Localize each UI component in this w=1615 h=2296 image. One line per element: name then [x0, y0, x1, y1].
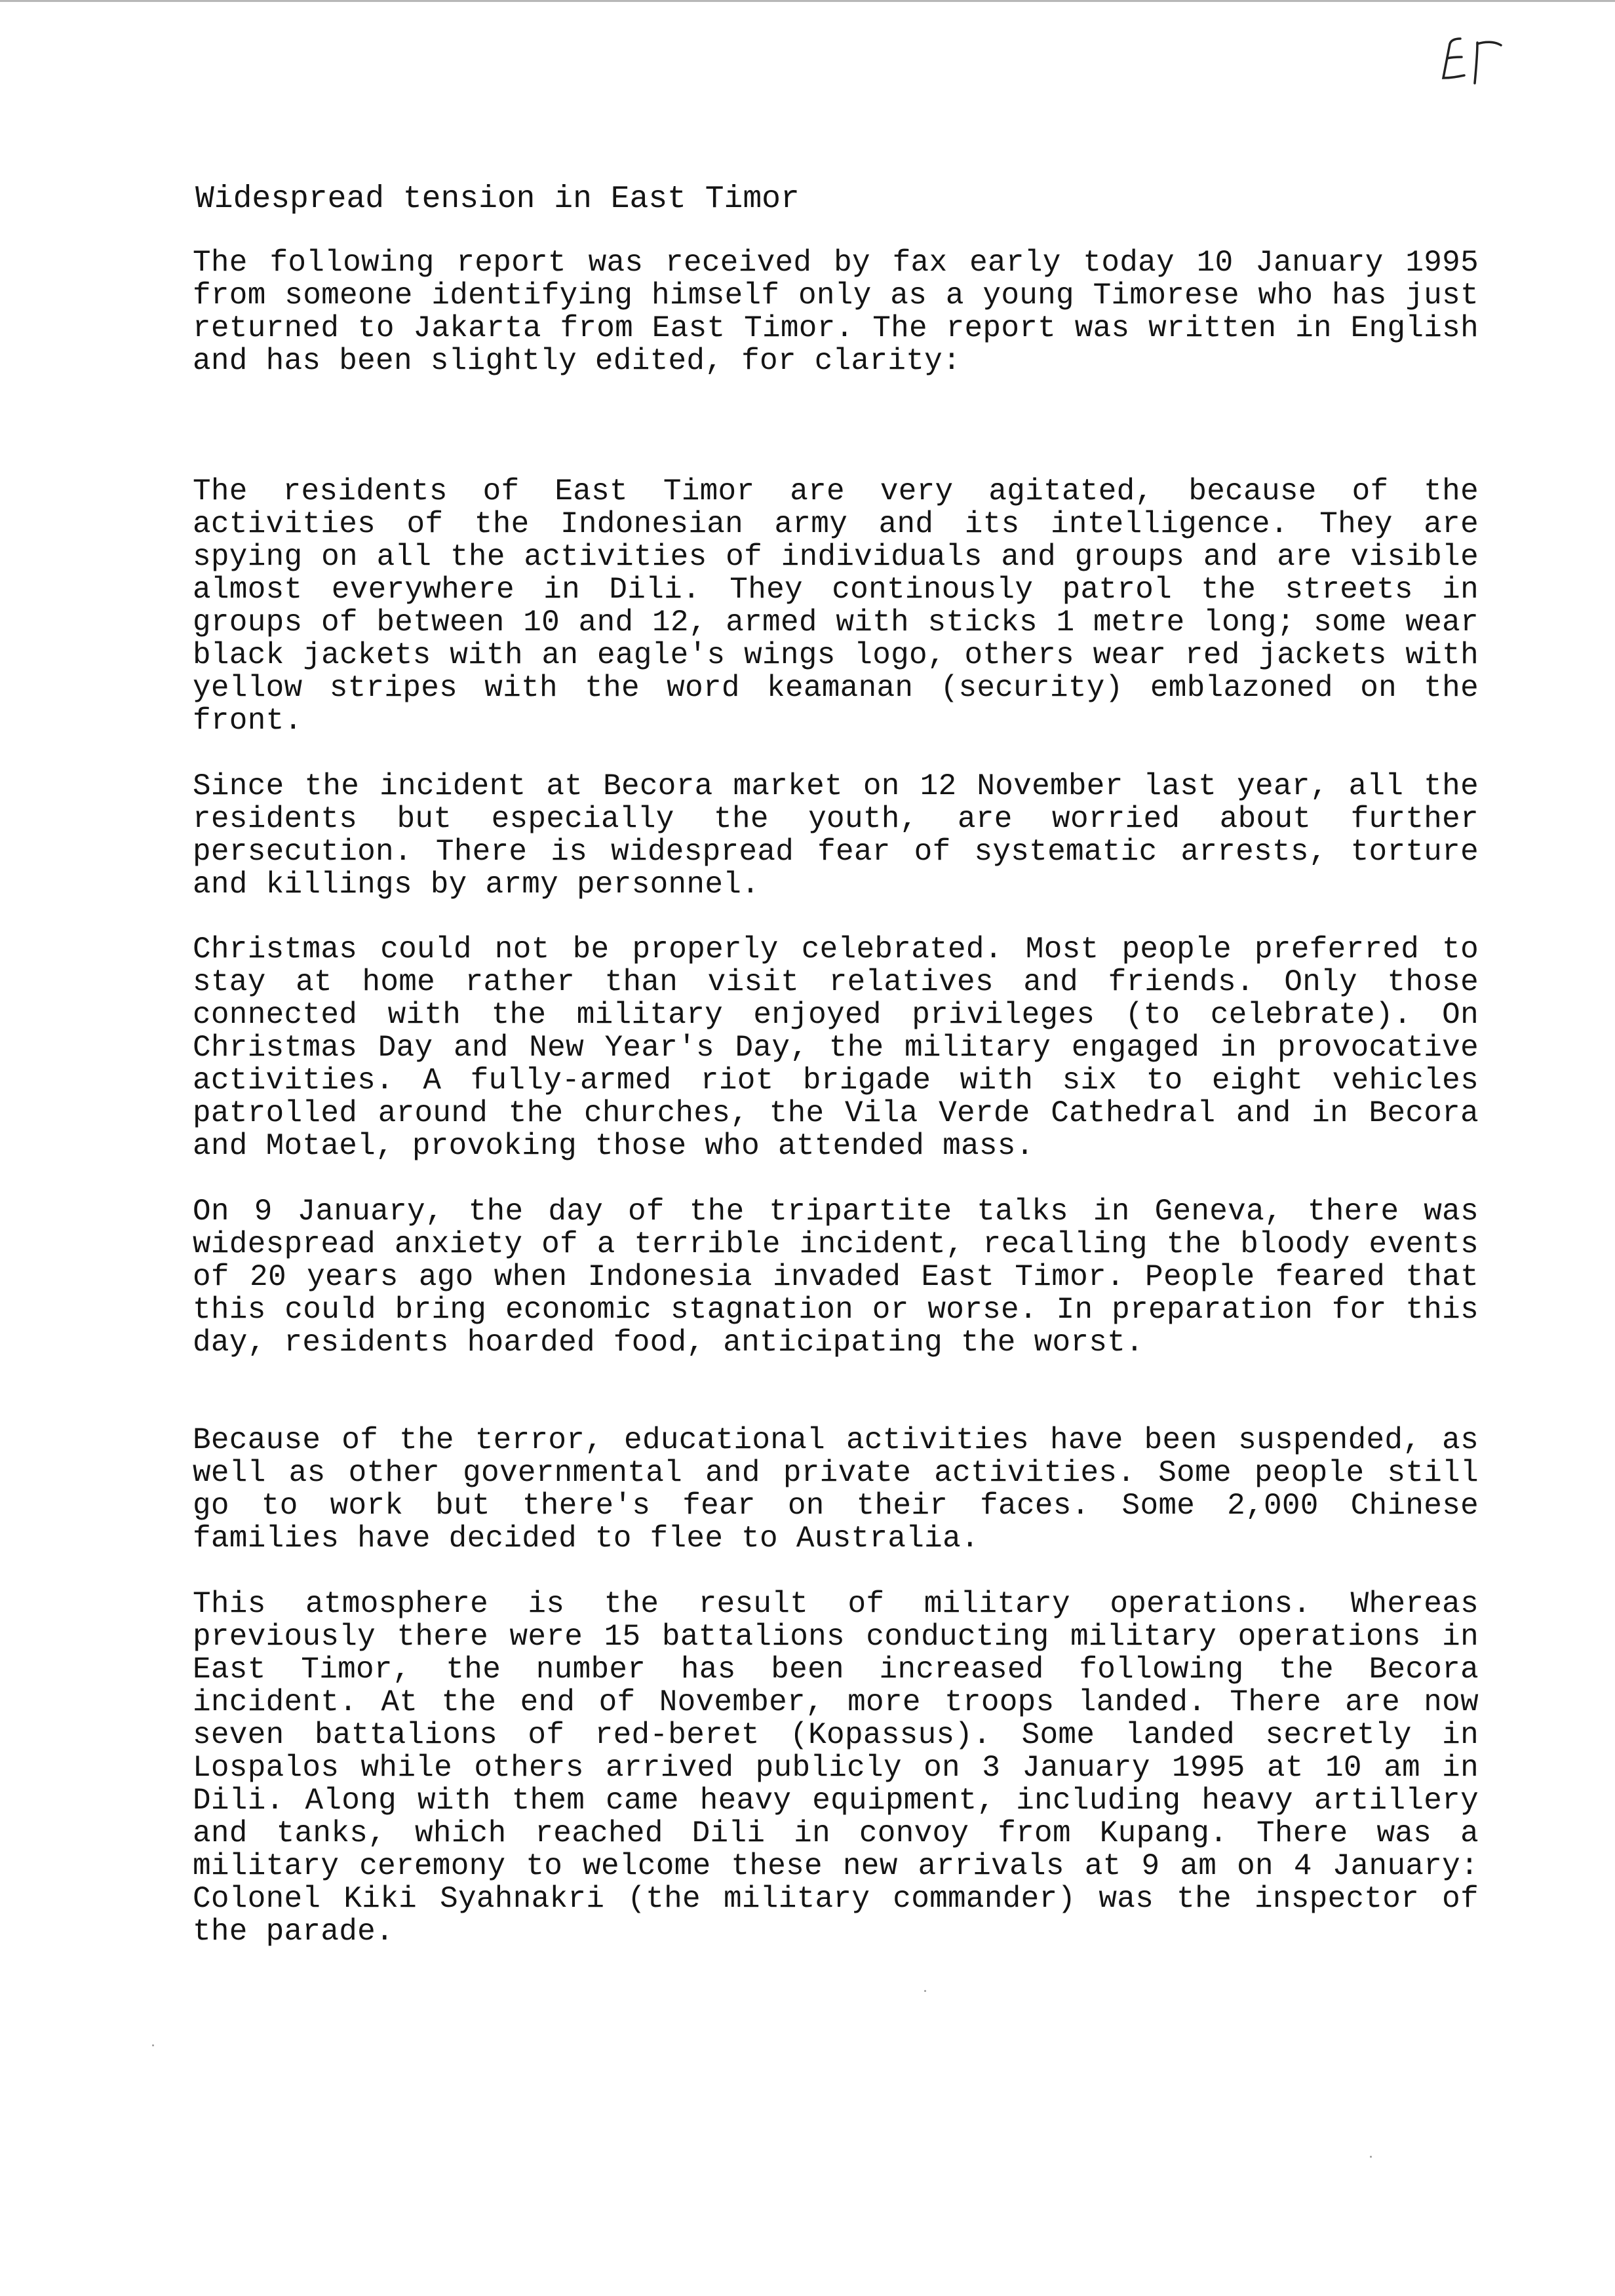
body-paragraph-4: On 9 January, the day of the tripartite talks in Geneva, there was widespread anxiety of a terrible incident, recalling the bloody events of 20 years ago when Indonesia invaded East Timor. People feared that this could bring economic stagnation or worse. In preparation for this day, residents hoarded food, anticipating the worst. — [193, 1195, 1479, 1360]
page-top-edge — [0, 0, 1615, 2]
body-paragraph-1: The residents of East Timor are very agitated, because of the activities of the Indonesian army and its intelligence. They are spying on all the activities of individuals and groups and are visible almost everywhere in Dili. They continously patrol the streets in groups of between 10 and 12, armed with sticks 1 metre long; some wear black jackets with an eagle's wings logo, others wear red jackets with yellow stripes with the word keamanan (security) emblazoned on the front. — [193, 474, 1479, 738]
body-paragraph-5: Because of the terror, educational activities have been suspended, as well as other governmental and private activities. Some people still go to work but there's fear on their faces. Some 2,000 Chinese families have decided to flee to Australia. — [193, 1423, 1479, 1556]
scan-speck — [152, 2044, 154, 2046]
body-paragraph-2: Since the incident at Becora market on 12 November last year, all the residents but especially the youth, are worried about further persecution. There is widespread fear of systematic arrests, torture and killings by army personnel. — [193, 769, 1479, 902]
body-paragraph-6: This atmosphere is the result of military operations. Whereas previously there were 15 battalions conducting military operations in East Timor, the number has been increased following the Becora incident. At the end of November, more troops landed. There are now seven battalions of red-beret (Kopassus). Some landed secretly in Lospalos while others arrived publicly on 3 January 1995 at 10 am in Dili. Along with them came heavy equipment, including heavy artillery and tanks, which reached Dili in convoy from Kupang. There was a military ceremony to welcome these new arrivals at 9 am on 4 January: Colonel Kiki Syahnakri (the military commander) was the inspector of the parade. — [193, 1587, 1479, 1949]
intro-paragraph: The following report was received by fax early today 10 January 1995 from someone identifying himself only as a young Timorese who has just returned to Jakarta from East Timor. The report was written in English and has been slightly edited, for clarity: — [193, 246, 1479, 378]
handwritten-annotation — [1435, 29, 1521, 88]
document-title: Widespread tension in East Timor — [195, 182, 800, 217]
scan-speck — [924, 1990, 926, 1992]
body-paragraph-3: Christmas could not be properly celebrated. Most people preferred to stay at home rather than visit relatives and friends. Only those connected with the military enjoyed privileges (to celebrate). On Christmas Day and New Year's Day, the military engaged in provocative activities. A fully-armed riot brigade with six to eight vehicles patrolled around the churches, the Vila Verde Cathedral and in Becora and Motael, provoking those who attended mass. — [193, 932, 1479, 1163]
scan-speck — [1370, 2156, 1372, 2158]
